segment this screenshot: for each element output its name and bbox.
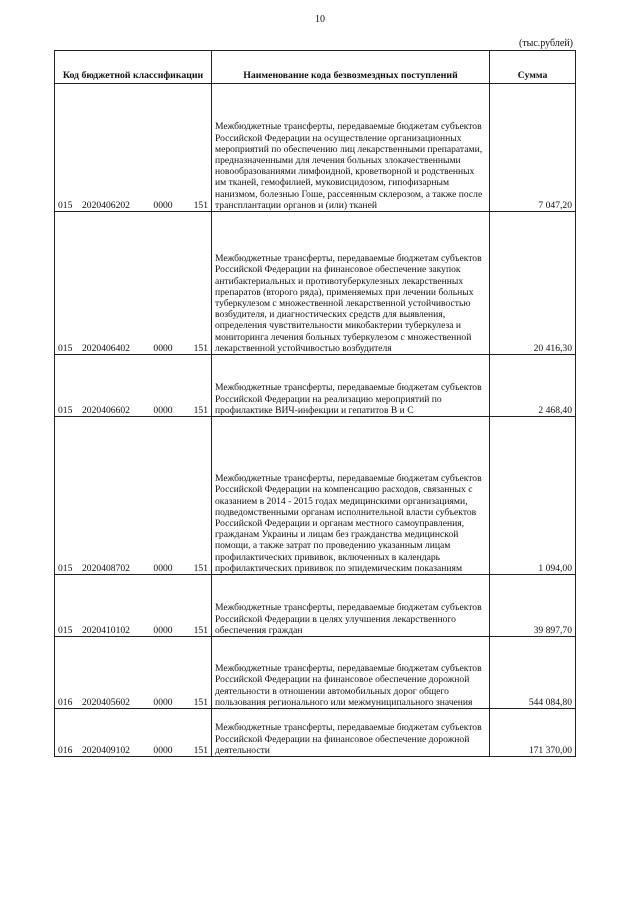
name-cell: Межбюджетные трансферты, передаваемые бюджетам субъектов Российской Федерации на финансовое обеспечение закупок антибактериальных и противотуберкулезных лекарственных препаратов (второго ряда), применяемых при лечении больных туберкулезом с множественной лекарственной устойчивостью возбудителя, и диагностических средств для выявления, определения чувствительности микобактерии туберкулеза и мониторинга лечения больных туберкулезом с множественной лекарственной устойчивостью возбудителя xyxy=(212,212,490,355)
admin-code: 015 xyxy=(58,562,73,574)
table-row xyxy=(55,212,576,355)
sum-cell: 1 094,00 xyxy=(490,417,576,575)
table-header-row xyxy=(55,51,576,84)
budget-code: 2020406402 xyxy=(82,342,130,354)
code-cell xyxy=(55,709,212,757)
kosgu-code: 151 xyxy=(193,624,208,636)
units-label: (тыс.рублей) xyxy=(518,38,573,49)
budget-table xyxy=(54,50,576,757)
admin-code: 016 xyxy=(58,744,73,756)
header-code: Код бюджетной классификации xyxy=(55,51,212,84)
name-cell: Межбюджетные трансферты, передаваемые бюджетам субъектов Российской Федерации на осуществление организационных мероприятий по обеспечению лиц лекарственными препаратами, предназначенными для лечения больных злокачественными новообразованиями лимфоидной, кроветворной и родственных им тканей, гемофилией, муковисцидозом, гипофизарным нанизмом, болезнью Гоше, рассеянным склерозом, а также после трансплантации органов и (или) тканей xyxy=(212,84,490,212)
sum-cell: 2 468,40 xyxy=(490,355,576,417)
admin-code: 015 xyxy=(58,342,73,354)
table-row xyxy=(55,709,576,757)
budget-code: 2020405602 xyxy=(82,696,130,708)
name-cell: Межбюджетные трансферты, передаваемые бюджетам субъектов Российской Федерации на финансовое обеспечение дорожной деятельности xyxy=(212,709,490,757)
code-cell xyxy=(55,637,212,709)
page-number: 10 xyxy=(315,14,325,25)
budget-code: 2020409102 xyxy=(82,744,130,756)
program-code: 0000 xyxy=(153,562,173,574)
table-row xyxy=(55,637,576,709)
table-row xyxy=(55,575,576,637)
kosgu-code: 151 xyxy=(193,199,208,211)
sum-cell: 20 416,30 xyxy=(490,212,576,355)
program-code: 0000 xyxy=(153,624,173,636)
table-row xyxy=(55,417,576,575)
name-cell: Межбюджетные трансферты, передаваемые бюджетам субъектов Российской Федерации в целях улучшения лекарственного обеспечения граждан xyxy=(212,575,490,637)
budget-code: 2020406202 xyxy=(82,199,130,211)
code-cell xyxy=(55,417,212,575)
sum-cell: 544 084,80 xyxy=(490,637,576,709)
name-cell: Межбюджетные трансферты, передаваемые бюджетам субъектов Российской Федерации на реализацию мероприятий по профилактике ВИЧ-инфекции и гепатитов В и С xyxy=(212,355,490,417)
budget-code: 2020406602 xyxy=(82,404,130,416)
admin-code: 016 xyxy=(58,696,73,708)
admin-code: 015 xyxy=(58,404,73,416)
kosgu-code: 151 xyxy=(193,562,208,574)
table-row xyxy=(55,355,576,417)
sum-cell: 39 897,70 xyxy=(490,575,576,637)
program-code: 0000 xyxy=(153,342,173,354)
kosgu-code: 151 xyxy=(193,404,208,416)
name-cell: Межбюджетные трансферты, передаваемые бюджетам субъектов Российской Федерации на компенсацию расходов, связанных с оказанием в 2014 - 2015 годах медицинскими организациями, подведомственными органам исполнительной власти субъектов Российской Федерации и органам местного самоуправления, гражданам Украины и лицам без гражданства медицинской помощи, а также затрат по проведению указанным лицам профилактических прививок, включенных в календарь профилактических прививок по эпидемическим показаниям xyxy=(212,417,490,575)
header-sum: Сумма xyxy=(490,51,576,84)
kosgu-code: 151 xyxy=(193,696,208,708)
code-cell xyxy=(55,212,212,355)
admin-code: 015 xyxy=(58,624,73,636)
program-code: 0000 xyxy=(153,744,173,756)
code-cell xyxy=(55,355,212,417)
program-code: 0000 xyxy=(153,404,173,416)
budget-code: 2020410102 xyxy=(82,624,130,636)
name-cell: Межбюджетные трансферты, передаваемые бюджетам субъектов Российской Федерации на финансовое обеспечение дорожной деятельности в отношении автомобильных дорог общего пользования регионального или межмуниципального значения xyxy=(212,637,490,709)
admin-code: 015 xyxy=(58,199,73,211)
budget-code: 2020408702 xyxy=(82,562,130,574)
kosgu-code: 151 xyxy=(193,342,208,354)
program-code: 0000 xyxy=(153,696,173,708)
sum-cell: 171 370,00 xyxy=(490,709,576,757)
code-cell xyxy=(55,84,212,212)
sum-cell: 7 047,20 xyxy=(490,84,576,212)
kosgu-code: 151 xyxy=(193,744,208,756)
table-row xyxy=(55,84,576,212)
program-code: 0000 xyxy=(153,199,173,211)
code-cell xyxy=(55,575,212,637)
header-name: Наименование кода безвозмездных поступлений xyxy=(212,51,490,84)
